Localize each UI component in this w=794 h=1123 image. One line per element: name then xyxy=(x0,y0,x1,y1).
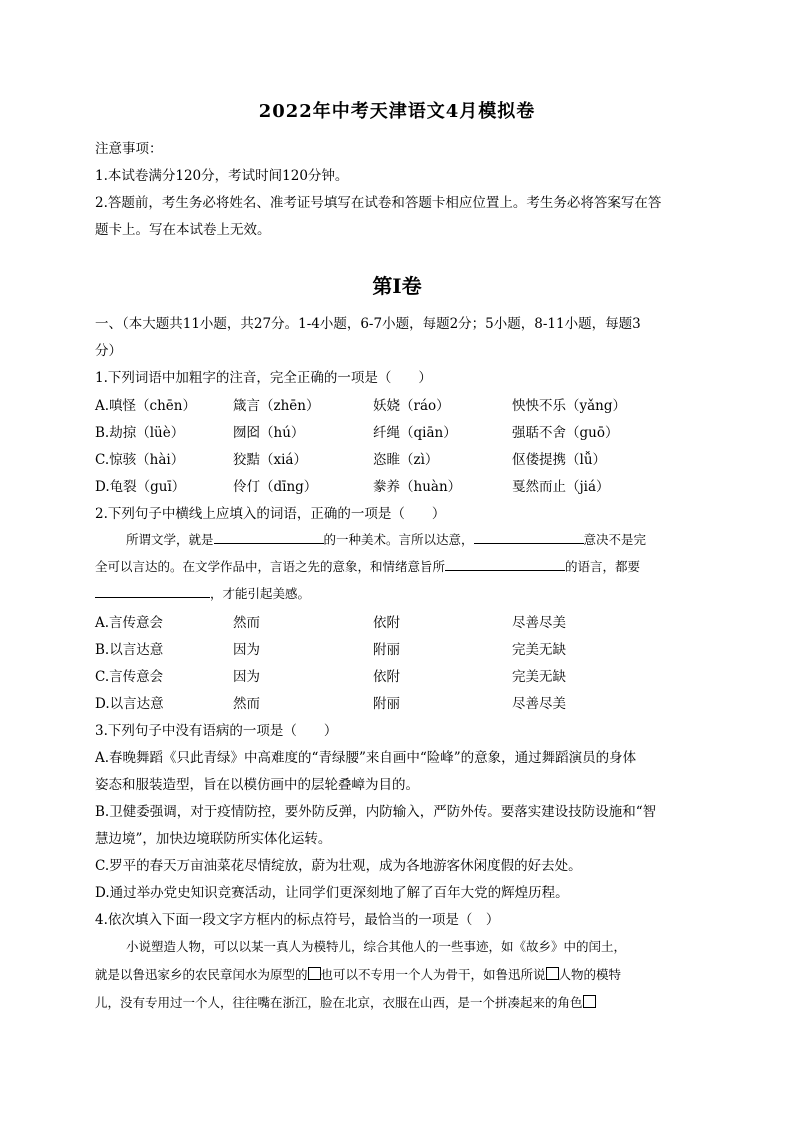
fill-blank xyxy=(474,531,584,544)
q3-option-a-cont: 姿态和服装造型，旨在以模仿画中的层轮叠嶂为目的。 xyxy=(95,777,419,793)
q3-option-d: D.通过举办党史知识竞赛活动，让同学们更深刻地了解了百年大党的辉煌历程。 xyxy=(95,885,569,901)
q4-passage-line-3 xyxy=(95,993,596,1011)
q2-option-c-word4: 完美无缺 xyxy=(512,669,566,685)
notice-item-2: 2.答题前，考生务必将姓名、准考证号填写在试卷和答题卡相应位置上。考生务必将答案写在答 xyxy=(95,195,662,211)
q2-option-c: C.言传意会 xyxy=(95,669,164,685)
q2-passage-line-2 xyxy=(95,557,640,575)
q2-option-d-word4: 尽善尽美 xyxy=(512,696,566,712)
punctuation-box xyxy=(546,967,559,980)
q3-option-b-cont: 慧边境”，加快边境联防所实体化运转。 xyxy=(95,831,332,847)
q2-option-c-word2: 因为 xyxy=(233,669,260,685)
q1-option-b-word3: 纤绳（qiān） xyxy=(373,425,457,441)
fill-blank xyxy=(214,531,324,544)
q1-option-a-word3: 妖娆（ráo） xyxy=(373,398,450,414)
section-intro: 一、（本大题共11小题，共27分。1-4小题，6-7小题，每题2分；5小题，8-11小题，每题3 xyxy=(95,316,641,332)
question-2-stem: 2.下列句子中横线上应填入的词语，正确的一项是（ ） xyxy=(95,506,446,522)
q2-option-b: B.以言达意 xyxy=(95,642,164,658)
q3-option-c: C.罗平的春天万亩油菜花尽情绽放，蔚为壮观，成为各地游客休闲度假的好去处。 xyxy=(95,858,582,874)
q2-passage-text: 全可以言达的。在文学作品中，言语之先的意象，和情绪意旨所 xyxy=(95,559,446,574)
q1-option-c-word3: 恣睢（zì） xyxy=(373,452,439,468)
q2-passage-text: 意决不是完 xyxy=(583,532,647,547)
q3-option-a: A.春晚舞蹈《只此青绿》中高难度的“青绿腰”来自画中“险峰”的意象，通过舞蹈演员的身体 xyxy=(95,750,637,766)
q2-option-a: A.言传意会 xyxy=(95,615,164,631)
q2-option-d-word3: 附丽 xyxy=(373,696,400,712)
fill-blank xyxy=(445,558,565,571)
q2-passage-text: 的一种美术。言所以达意， xyxy=(323,532,474,547)
question-3-stem: 3.下列句子中没有语病的一项是（ ） xyxy=(95,723,338,739)
section-title: 第I卷 xyxy=(372,274,422,298)
q1-option-a-word4: 怏怏不乐（yǎng） xyxy=(512,398,627,414)
section-intro-cont: 分） xyxy=(95,343,122,359)
q2-option-d-word2: 然而 xyxy=(233,696,260,712)
question-1-stem: 1.下列词语中加粗字的注音，完全正确的一项是（ ） xyxy=(95,370,432,386)
q2-passage-line-3 xyxy=(95,584,310,602)
q2-passage-line-1 xyxy=(126,530,646,548)
q2-passage-text: 的语言，都要 xyxy=(565,559,641,574)
q1-option-b-word2: 囫囵（hú） xyxy=(233,425,305,441)
punctuation-box xyxy=(308,967,321,980)
notice-item-1: 1.本试卷满分120分，考试时间120分钟。 xyxy=(95,168,349,184)
q2-option-b-word4: 完美无缺 xyxy=(512,642,566,658)
q1-option-a-word2: 箴言（zhēn） xyxy=(233,398,320,414)
q1-option-c-word2: 狡黠（xiá） xyxy=(233,452,307,468)
q2-option-d: D.以言达意 xyxy=(95,696,164,712)
notice-label: 注意事项： xyxy=(95,141,163,157)
q4-passage-line-2 xyxy=(95,965,621,983)
q4-passage-text: 儿，没有专用过一个人，往往嘴在浙江，脸在北京，衣服在山西，是一个拼凑起来的角色 xyxy=(95,995,583,1010)
q2-passage-text: ，才能引起美感。 xyxy=(210,586,311,601)
q1-option-b: B.劫掠（lüè） xyxy=(95,425,185,441)
q2-option-a-word2: 然而 xyxy=(233,615,260,631)
question-4-stem: 4.依次填入下面一段文字方框内的标点符号，最恰当的一项是（ ） xyxy=(95,912,500,928)
q1-option-d-word4: 戛然而止（jiá） xyxy=(512,479,610,495)
q2-option-b-word2: 因为 xyxy=(233,642,260,658)
q2-option-c-word3: 依附 xyxy=(373,669,400,685)
q1-option-b-word4: 强聒不舍（guō） xyxy=(512,425,619,441)
q1-option-d-word2: 伶仃（dīng） xyxy=(233,479,318,495)
q4-passage-text: 就是以鲁迅家乡的农民章闰水为原型的 xyxy=(95,967,308,982)
page-title: 2022年中考天津语文4月模拟卷 xyxy=(258,101,536,122)
q2-passage-text: 所谓文学，就是 xyxy=(126,532,214,547)
fill-blank xyxy=(95,585,210,598)
q1-option-c-word4: 伛偻提携（lǚ） xyxy=(512,452,607,468)
q1-option-d-word3: 豢养（huàn） xyxy=(373,479,462,495)
q1-option-a: A.嗔怪（chēn） xyxy=(95,398,196,414)
q1-option-d: D.龟裂（guī） xyxy=(95,479,186,495)
q3-option-b: B.卫健委强调，对于疫情防控，要外防反弹，内防输入，严防外传。要落实建设技防设施和“智 xyxy=(95,804,657,820)
q1-option-c: C.惊骇（hài） xyxy=(95,452,185,468)
q4-passage-text: 人物的模特 xyxy=(558,967,622,982)
q2-option-b-word3: 附丽 xyxy=(373,642,400,658)
q4-passage-text: 也可以不专用一个人为骨干，如鲁迅所说 xyxy=(320,967,546,982)
q2-option-a-word3: 依附 xyxy=(373,615,400,631)
notice-item-2-cont: 题卡上。写在本试卷上无效。 xyxy=(95,222,271,238)
q2-option-a-word4: 尽善尽美 xyxy=(512,615,566,631)
punctuation-box xyxy=(583,995,596,1008)
q4-passage-line-1: 小说塑造人物，可以以某一真人为模特儿，综合其他人的一些事迹，如《故乡》中的闰土， xyxy=(126,939,627,954)
